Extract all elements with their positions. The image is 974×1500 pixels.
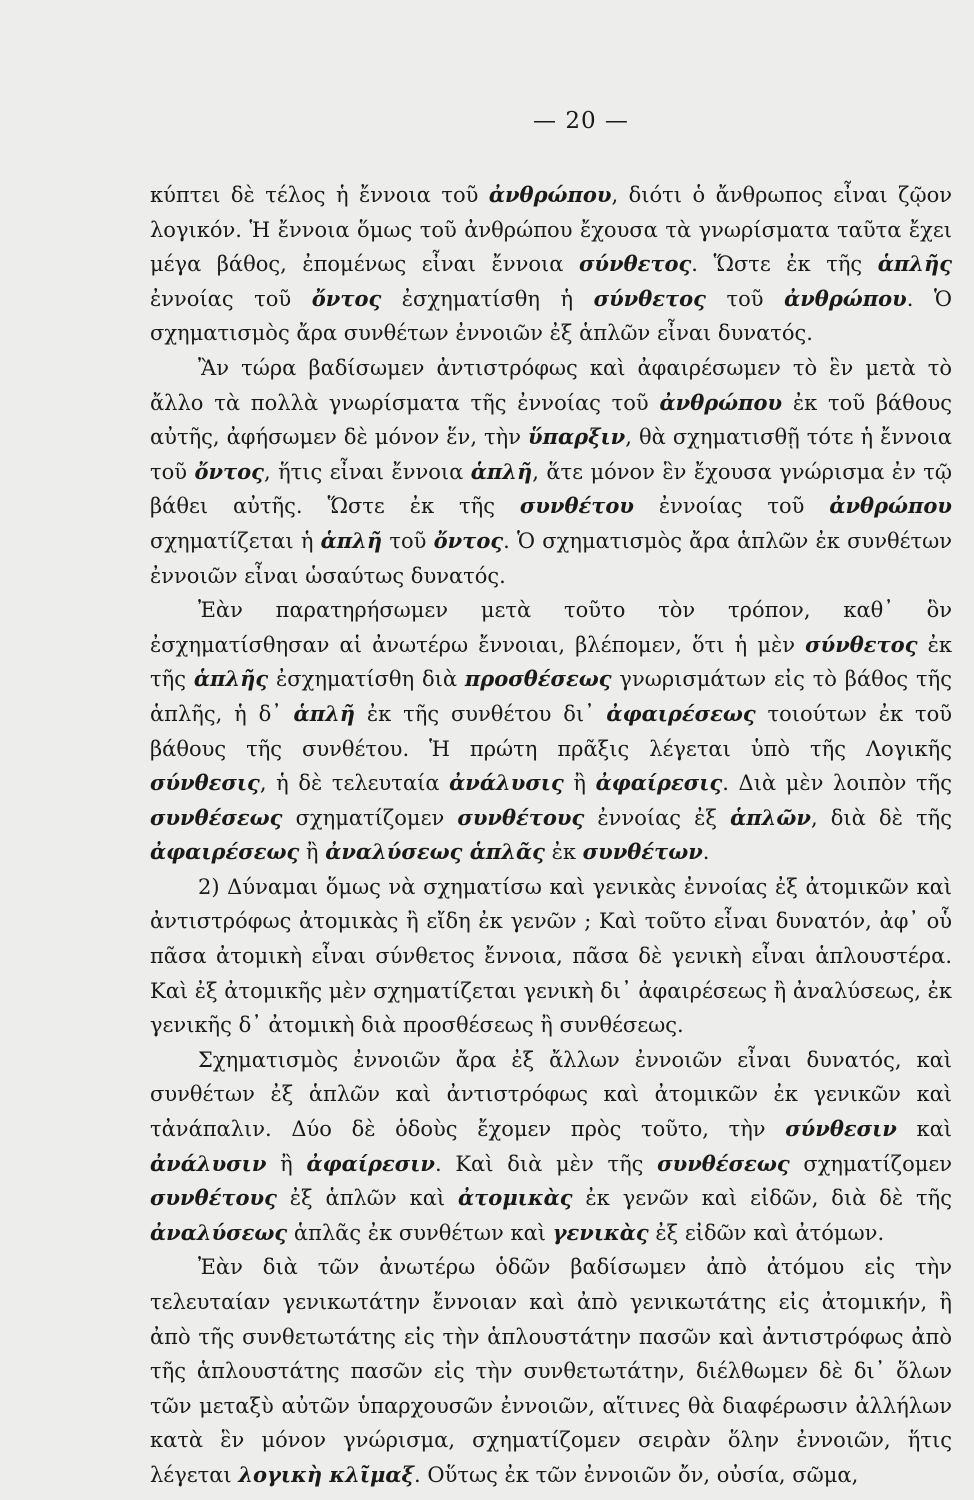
emphasized-term: ἀφαίρεσις <box>595 770 723 796</box>
emphasized-term: σύνθεσιν <box>785 1116 897 1142</box>
paragraph <box>150 351 952 593</box>
paragraph <box>150 593 952 870</box>
text-run: ἢ <box>266 1151 307 1176</box>
text-run: σχηματίζομεν <box>282 805 458 830</box>
page-number: — 20 — <box>533 108 629 134</box>
text-run: . Ὁ σχηματισμὸς ἄρα ἁπλῶν ἐκ συνθέτων ἐννοιῶν εἶναι ὡσαύτως δυνατός. <box>150 528 952 588</box>
emphasized-term: σύνθετος <box>593 285 706 311</box>
text-run: τοῦ <box>382 528 434 553</box>
text-run: καὶ <box>896 1117 952 1142</box>
emphasized-term: συνθέτου <box>519 493 634 519</box>
text-run: . Καὶ διὰ μὲν τῆς <box>434 1151 658 1176</box>
emphasized-term: ἁπλῆ <box>293 700 356 726</box>
text-run: , θὰ σχηματισθῇ τότε ἡ ἔννοια τοῦ <box>150 425 952 484</box>
emphasized-term: συνθέτους <box>457 804 585 830</box>
emphasized-term: γενικὰς <box>552 1219 649 1245</box>
emphasized-term: συνθέσεως <box>150 804 283 830</box>
text-run: ἢ <box>563 771 596 796</box>
text-run: ἐννοίας τοῦ <box>150 286 312 311</box>
text-run: , ἡ δὲ τελευταία <box>259 771 450 796</box>
text-run: ἢ <box>299 840 326 865</box>
text-run: ἐξ εἰδῶν καὶ ἀτόμων. <box>648 1220 885 1245</box>
text-run: ἐσχηματίσθη ἡ <box>381 286 594 311</box>
emphasized-term: συνθέτους <box>150 1185 277 1211</box>
text-run: Ἐὰν διὰ τῶν ἀνωτέρω ὁδῶν βαδίσωμεν ἀπὸ ἀτόμου εἰς τὴν τελευταίαν γενικωτάτην ἔννοιαν καὶ ἀπὸ γενικωτάτης εἰς ἀτομικήν, ἢ ἀπὸ τῆς συνθετωτάτης εἰς τὴν ἁπλουστάτην πασῶν καὶ ἀντιστρόφως ἀπὸ τῆς ἁπλουστάτης πασῶν εἰς τὴν συνθετωτάτην, διέλθωμεν δὲ δι᾽ ὅλων τῶν μεταξὺ αὐτῶν ὑπαρχουσῶν ἐννοιῶν, αἵτινες θὰ διαφέρωσιν ἀλλήλων κατὰ ἓν μόνον γνώρισμα, σχηματίζομεν σειρὰν ὅλην ἐννοιῶν, ἥτις λέγεται <box>150 1255 952 1487</box>
body-text <box>150 178 952 1493</box>
text-run: ἐσχηματίσθη διὰ <box>268 667 465 692</box>
emphasized-term: σύνθετος <box>805 631 918 657</box>
paragraph <box>150 1250 952 1492</box>
emphasized-term: σύνθεσις <box>150 770 260 796</box>
emphasized-term: ἁπλῶν <box>730 804 811 830</box>
emphasized-term: ἀφαίρεσιν <box>306 1150 435 1176</box>
emphasized-term: ὄντος <box>311 285 382 311</box>
emphasized-term: ἁπλῆ <box>470 458 533 484</box>
emphasized-term: ἀνθρώπου <box>488 182 612 207</box>
text-run: ἐκ <box>544 840 583 865</box>
text-run: κύπτει δὲ τέλος ἡ ἔννοια τοῦ <box>150 183 489 207</box>
text-run: Σχηματισμὸς ἐννοιῶν ἄρα ἐξ ἄλλων ἐννοιῶν εἶναι δυνατός, καὶ συνθέτων ἐξ ἁπλῶν καὶ ἀντιστρόφως καὶ ἀτομικῶν ἐκ γενικῶν καὶ τἀνάπαλιν. Δύο δὲ ὁδοὺς ἔχομεν πρὸς τοῦτο, τὴν <box>150 1047 952 1142</box>
text-run: ἐννοίας ἐξ <box>584 805 731 830</box>
text-run: ἐκ τοῦ βάθους αὐτῆς, ἀφήσωμεν δὲ μόνον ἕν, τὴν <box>150 390 952 450</box>
text-run: . Ὥστε ἐκ τῆς <box>691 252 878 277</box>
paragraph <box>150 870 952 1043</box>
text-run: Ἂν τώρα βαδίσωμεν ἀντιστρόφως καὶ ἀφαιρέσωμεν τὸ ἓν μετὰ τὸ ἄλλο τὰ πολλὰ γνωρίσματα τῆς ἐννοίας τοῦ <box>150 355 952 415</box>
text-run: 2) Δύναμαι ὅμως νὰ σχηματίσω καὶ γενικὰς ἐννοίας ἐξ ἀτομικῶν καὶ ἀντιστρόφως ἀτομικὰς ἢ εἴδη ἐκ γενῶν ; Καὶ τοῦτο εἶναι δυνατόν, ἀφ᾽ οὗ πᾶσα ἀτομικὴ εἶναι σύνθετος ἔννοια, πᾶσα δὲ γενικὴ εἶναι ἁπλουστέρα. Καὶ ἐξ ἀτομικῆς μὲν σχηματίζεται γενικὴ δι᾽ ἀφαιρέσεως ἢ ἀναλύσεως, ἐκ γενικῆς δ᾽ ἀτομικὴ διὰ προσθέσεως ἢ συνθέσεως. <box>150 874 952 1038</box>
text-run: . <box>702 840 710 865</box>
emphasized-term: ἀνθρώπου <box>659 389 783 415</box>
emphasized-term: ἀφαιρέσεως <box>150 839 300 865</box>
emphasized-term: ἀνθρώπου <box>829 493 952 519</box>
emphasized-term: ἁπλῆς <box>193 666 269 692</box>
emphasized-term: ἀνθρώπου <box>784 285 907 311</box>
text-run: τοῦ <box>705 286 785 311</box>
text-run: Ἐὰν παρατηρήσωμεν μετὰ τοῦτο τὸν τρόπον, καθ᾽ ὃν ἐσχηματίσθησαν αἱ ἀνωτέρω ἔννοιαι, βλέπομεν, ὅτι ἡ μὲν <box>150 598 952 657</box>
emphasized-term: συνθέσεως <box>657 1150 790 1176</box>
emphasized-term: συνθέτων <box>582 839 703 865</box>
emphasized-term: ἀναλύσεως ἁπλᾶς <box>325 839 545 865</box>
text-run: ἐκ τῆς συνθέτου δι᾽ <box>355 701 607 726</box>
text-run: ἐξ ἁπλῶν καὶ <box>276 1186 459 1211</box>
emphasized-term: ἀναλύσεως <box>150 1219 288 1245</box>
text-run: , διὰ δὲ τῆς <box>810 805 952 830</box>
emphasized-term: σύνθετος <box>578 251 692 277</box>
emphasized-term: ὄντος <box>194 458 264 484</box>
text-run: , ἅτε μόνον ἓν ἔχουσα γνώρισμα ἐν τῷ βάθει αὐτῆς. Ὥστε ἐκ τῆς <box>150 459 953 519</box>
text-run: τοιούτων ἐκ τοῦ βάθους τῆς συνθέτου. Ἡ πρώτη πρᾶξις λέγεται ὑπὸ τῆς Λογικῆς <box>150 701 952 761</box>
emphasized-term: ἀνάλυσιν <box>150 1150 267 1176</box>
emphasized-term: λογικὴ κλῖμαξ <box>238 1461 414 1487</box>
text-run: ἐκ τῆς <box>150 632 953 692</box>
text-run: σχηματίζεται ἡ <box>150 528 321 553</box>
emphasized-term: ἀτομικὰς <box>458 1185 573 1211</box>
emphasized-term: ἁπλῆς <box>877 251 952 277</box>
paragraph <box>150 1043 952 1251</box>
text-run: , ἥτις εἶναι ἔννοια <box>263 459 471 484</box>
emphasized-term: προσθέσεως <box>464 666 612 692</box>
text-run: . Ὁ σχηματισμὸς ἄρα συνθέτων ἐννοιῶν ἐξ ἁπλῶν εἶναι δυνατός. <box>150 286 952 346</box>
text-run: . Διὰ μὲν λοιπὸν τῆς <box>722 771 952 796</box>
emphasized-term: ὄντος <box>433 527 504 553</box>
text-run: σχηματίζομεν <box>789 1151 952 1176</box>
emphasized-term: ἀνάλυσις <box>449 770 564 796</box>
text-run: ἐκ γενῶν καὶ εἰδῶν, διὰ δὲ τῆς <box>572 1186 953 1211</box>
text-run: ἐννοίας τοῦ <box>633 494 830 519</box>
paragraph <box>150 178 952 351</box>
text-run: . Οὕτως ἐκ τῶν ἐννοιῶν ὄν, οὐσία, σῶμα, <box>414 1462 859 1487</box>
text-run: , διότι ὁ ἄνθρωπος εἶναι ζῷον λογικόν. Ἡ ἔννοια ὅμως τοῦ ἀνθρώπου ἔχουσα τὰ γνωρίσματα ταῦτα ἔχει μέγα βάθος, ἐπομένως εἶναι ἔννοια <box>150 183 952 277</box>
text-run: ἁπλᾶς ἐκ συνθέτων καὶ <box>287 1220 553 1245</box>
emphasized-term: ἀφαιρέσεως <box>606 700 756 726</box>
emphasized-term: ὕπαρξιν <box>528 424 626 450</box>
emphasized-term: ἁπλῆ <box>320 527 383 553</box>
text-run: γνωρισμάτων εἰς τὸ βάθος τῆς ἁπλῆς, ἡ δ᾽ <box>150 667 952 726</box>
